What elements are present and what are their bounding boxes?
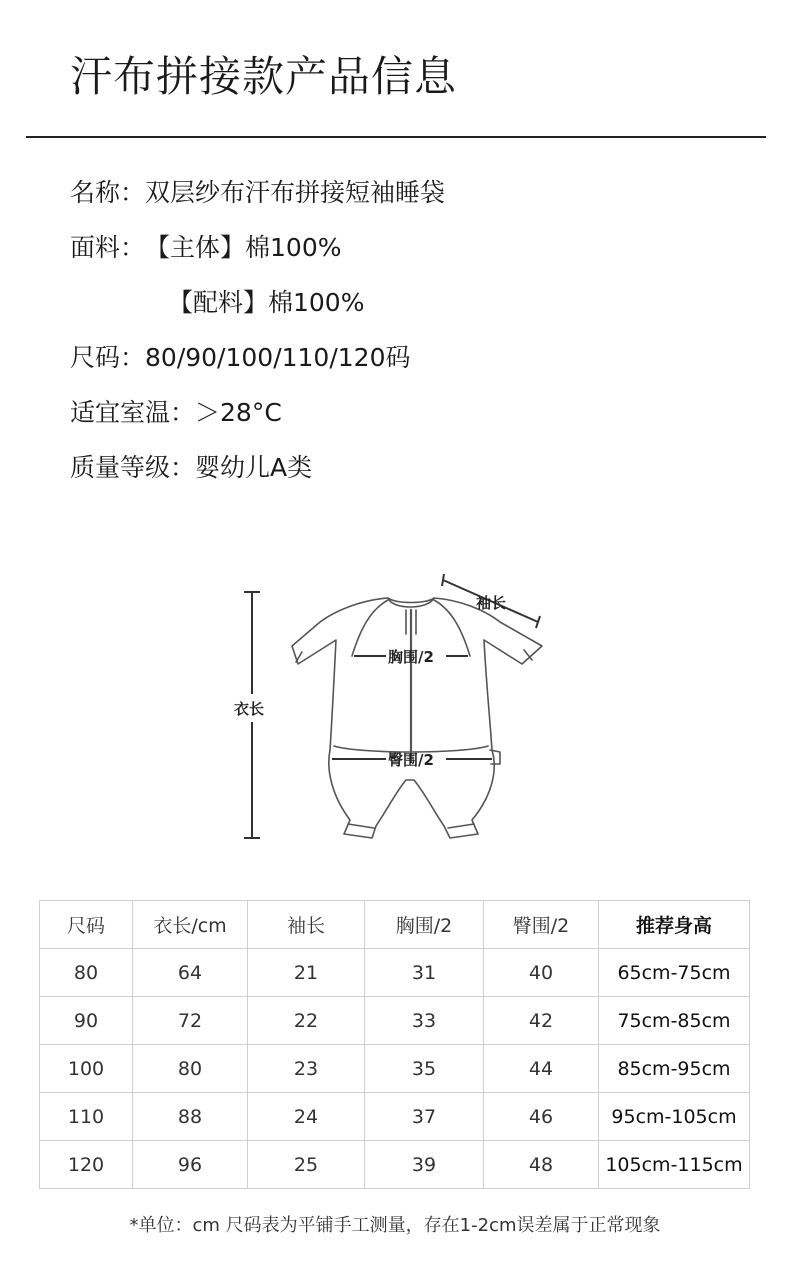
- raglan-seam-right: [434, 600, 470, 656]
- grade-label: 质量等级：: [70, 453, 196, 482]
- cell-chest: 31: [365, 949, 484, 997]
- table-row: [40, 949, 750, 997]
- cell-hip: 46: [484, 1093, 599, 1141]
- temperature-value: ＞28°C: [195, 398, 282, 427]
- cell-height: 105cm-115cm: [599, 1141, 750, 1189]
- table-row: [40, 997, 750, 1045]
- cell-sleeve: 22: [248, 997, 365, 1045]
- hip-label: 臀围/2: [388, 751, 434, 769]
- cell-height: 95cm-105cm: [599, 1093, 750, 1141]
- cell-sleeve: 24: [248, 1093, 365, 1141]
- cell-size: 100: [40, 1045, 133, 1093]
- fabric-trim-value: 【配料】棉100%: [168, 288, 365, 317]
- name-value: 双层纱布汗布拼接短袖睡袋: [145, 178, 446, 207]
- cell-height: 75cm-85cm: [599, 997, 750, 1045]
- info-row-grade: [70, 449, 445, 504]
- cell-chest: 33: [365, 997, 484, 1045]
- cell-length: 96: [133, 1141, 248, 1189]
- cell-hip: 44: [484, 1045, 599, 1093]
- info-row-name: [70, 174, 445, 229]
- cell-size: 110: [40, 1093, 133, 1141]
- cell-height: 65cm-75cm: [599, 949, 750, 997]
- chest-label: 胸围/2: [388, 648, 434, 666]
- size-label: 尺码：: [70, 343, 146, 372]
- cuff-left: [348, 824, 374, 828]
- table-row: [40, 1045, 750, 1093]
- header-length: 衣长/cm: [133, 901, 248, 949]
- cell-sleeve: 21: [248, 949, 365, 997]
- raglan-seam-left: [352, 600, 388, 656]
- cuff-right: [448, 824, 474, 828]
- table-row: [40, 1093, 750, 1141]
- header-chest: 胸围/2: [365, 901, 484, 949]
- cell-chest: 37: [365, 1093, 484, 1141]
- size-value: 80/90/100/110/120码: [145, 343, 411, 372]
- cell-size: 120: [40, 1141, 133, 1189]
- product-info-list: [70, 174, 445, 504]
- cell-size: 90: [40, 997, 133, 1045]
- cell-sleeve: 25: [248, 1141, 365, 1189]
- header-height: 推荐身高: [599, 901, 750, 949]
- table-header-row: [40, 901, 750, 949]
- grade-value: 婴幼儿A类: [195, 453, 313, 482]
- side-tab: [490, 750, 500, 764]
- info-row-size: [70, 339, 445, 394]
- cell-sleeve: 23: [248, 1045, 365, 1093]
- title-divider: [26, 136, 766, 138]
- cell-length: 64: [133, 949, 248, 997]
- info-row-fabric-trim: [70, 284, 445, 339]
- cell-length: 72: [133, 997, 248, 1045]
- fabric-label: 面料：: [70, 233, 146, 262]
- info-row-temperature: [70, 394, 445, 449]
- header-sleeve: 袖长: [248, 901, 365, 949]
- cell-length: 88: [133, 1093, 248, 1141]
- garment-measurement-diagram: [220, 570, 560, 850]
- cell-hip: 42: [484, 997, 599, 1045]
- fabric-main-value: 【主体】棉100%: [145, 233, 342, 262]
- size-table-wrap: [39, 900, 750, 1189]
- page-title: 汗布拼接款产品信息: [70, 52, 458, 101]
- sleeve-cuff-left: [296, 652, 302, 662]
- info-row-fabric: [70, 229, 445, 284]
- temperature-label: 适宜室温：: [70, 398, 196, 427]
- cell-hip: 48: [484, 1141, 599, 1189]
- cell-length: 80: [133, 1045, 248, 1093]
- cell-chest: 35: [365, 1045, 484, 1093]
- name-label: 名称：: [70, 178, 146, 207]
- measurement-footnote: *单位：cm 尺码表为平铺手工测量，存在1-2cm误差属于正常现象: [129, 1215, 661, 1236]
- cell-hip: 40: [484, 949, 599, 997]
- garment-outline: [292, 598, 542, 838]
- cell-chest: 39: [365, 1141, 484, 1189]
- cell-height: 85cm-95cm: [599, 1045, 750, 1093]
- header-size: 尺码: [40, 901, 133, 949]
- sleeve-length-label: 袖长: [476, 594, 507, 612]
- cell-size: 80: [40, 949, 133, 997]
- size-table: [39, 900, 750, 1189]
- header-hip: 臀围/2: [484, 901, 599, 949]
- length-label: 衣长: [234, 700, 265, 718]
- table-row: [40, 1141, 750, 1189]
